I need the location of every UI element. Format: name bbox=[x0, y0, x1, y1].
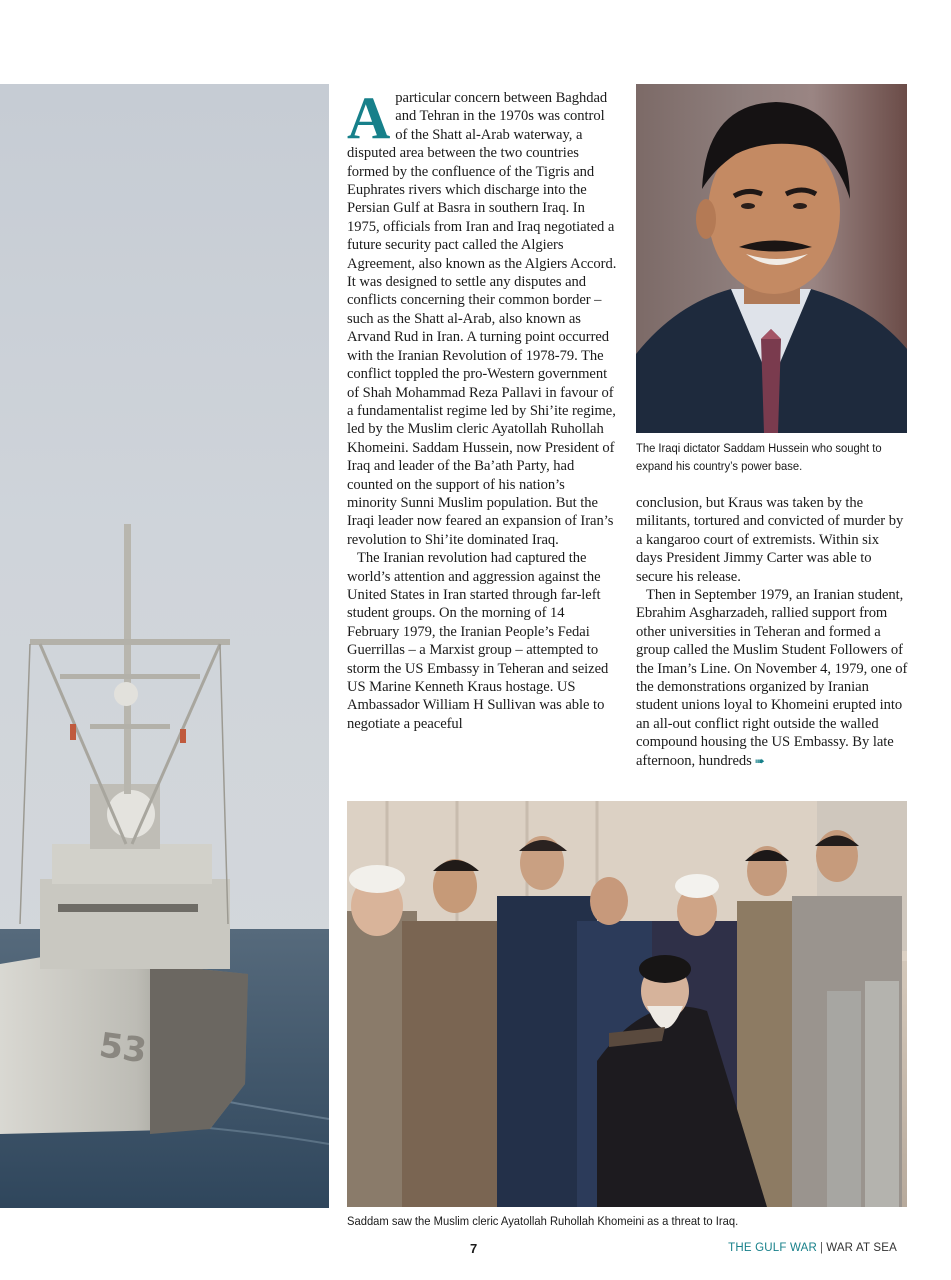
group-caption: Saddam saw the Muslim cleric Ayatollah Ruhollah Khomeini as a threat to Iraq. bbox=[347, 1214, 739, 1228]
continue-arrow-icon: ➠ bbox=[754, 753, 765, 768]
footer-series-title: THE GULF WAR bbox=[728, 1242, 817, 1254]
paragraph: conclusion, but Kraus was taken by the militants, tortured and convicted of murder by a kangaroo court of extremists. Within six days President Jimmy Carter was able to secure his release. bbox=[636, 495, 904, 585]
paragraph bbox=[636, 586, 908, 770]
drop-cap: A bbox=[347, 85, 391, 151]
ship-illustration bbox=[0, 84, 329, 1208]
article-column-2 bbox=[636, 494, 908, 770]
portrait-illustration bbox=[636, 84, 907, 433]
footer-separator: | bbox=[820, 1242, 824, 1254]
paragraph: The Iranian revolution had captured the world’s attention and aggression against the United States in Iran started through far-left student groups. On the morning of 14 February 1979, the Iranian People’s Fedai Guerrillas – a Marxist group – attempted to storm the US Embassy in Teheran and seized US Marine Kenneth Kraus hostage. US Ambassador William H Sullivan was able to negotiate a peaceful bbox=[347, 550, 609, 732]
running-footer bbox=[728, 1242, 897, 1254]
group-illustration bbox=[347, 801, 907, 1207]
svg-text:53: 53 bbox=[96, 1025, 150, 1072]
page-number: 7 bbox=[470, 1241, 478, 1256]
portrait-caption: The Iraqi dictator Saddam Hussein who sought to expand his country’s power base. bbox=[636, 441, 882, 473]
article-column-1 bbox=[347, 85, 617, 733]
portrait-photo bbox=[636, 84, 907, 433]
paragraph bbox=[347, 85, 617, 549]
ship-photo bbox=[0, 84, 329, 1208]
paragraph-text: Then in September 1979, an Iranian student, Ebrahim Asgharzadeh, rallied support from other universities in Teheran and formed a group called the Muslim Student Followers of the Iman’s Line. On November 4, 1979, one of the demonstrations organized by Iranian student unions loyal to Khomeini erupted into an all-out conflict right outside the walled compound housing the US Embassy. By late afternoon, hundreds bbox=[636, 587, 908, 769]
group-photo bbox=[347, 801, 907, 1207]
footer-section-title: WAR AT SEA bbox=[826, 1242, 897, 1254]
paragraph-text: particular concern between Baghdad and Tehran in the 1970s was control of the Shatt al-Arab waterway, a disputed area between the two countries formed by the confluence of the Tigris and Euphrates rivers which discharge into the Persian Gulf at Basra in southern Iraq. In 1975, officials from Iran and Iraq negotiated a future security pact called the Algiers Agreement, also known as the Algiers Accord. It was designed to settle any disputes and conflicts concerning their common border – such as the Shatt al-Arab, also known as Arvand Rud in Iran. A turning point occurred with the Iranian Revolution of 1978-79. The conflict toppled the pro-Western government of Shah Mohammad Reza Pallavi in favour of a fundamentalist regime led by Shi’ite regime, led by the Muslim cleric Ayatollah Ruhollah Khomeini. Saddam Hussein, now President of Iraq and leader of the Ba’ath Party, had counted on the support of his nation’s minority Sunni Muslim population. But the Iraqi leader now feared an expansion of Iran’s revolution to Shi’ite dominated Iraq. bbox=[347, 90, 617, 548]
